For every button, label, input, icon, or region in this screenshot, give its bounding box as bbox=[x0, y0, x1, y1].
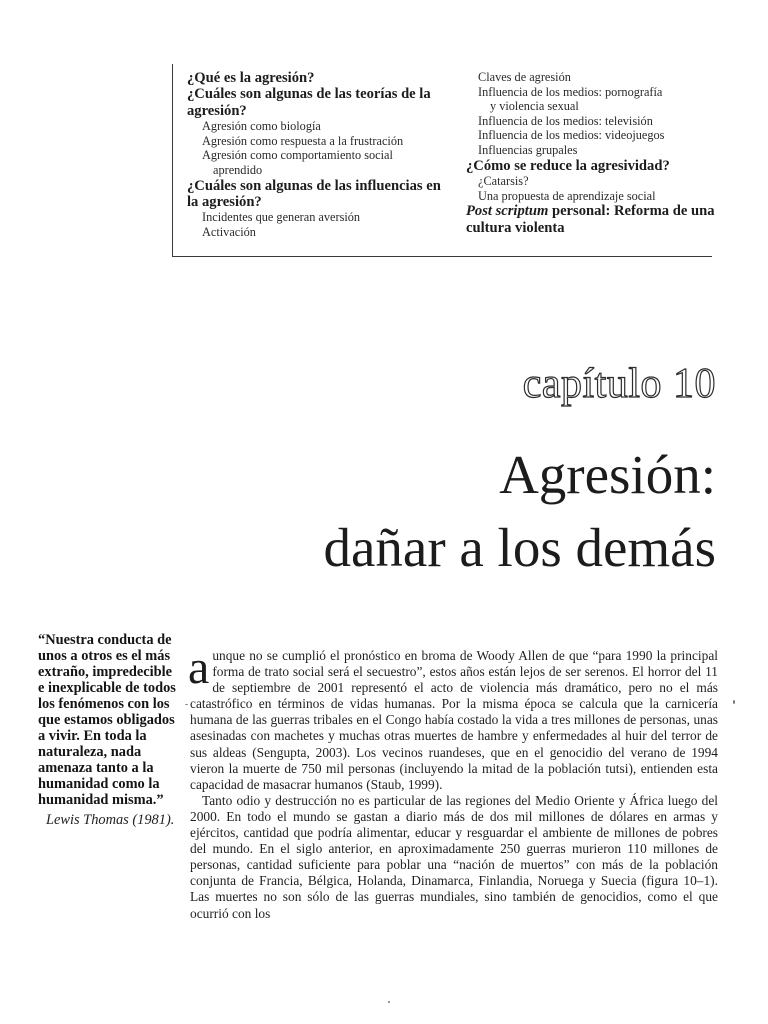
toc-question[interactable]: ¿Cómo se reduce la agresividad? bbox=[466, 157, 670, 174]
toc-right-column bbox=[466, 70, 716, 236]
toc-subtopic[interactable]: ¿Catarsis? bbox=[478, 173, 529, 188]
body-paragraph-2: Tanto odio y destrucción no es particular de las regiones del Medio Oriente y África luego del 2000. En todo el mundo se gastan a diario más de dos mil millones de dólares en armas y ejércitos, cantidad que podría alimentar, educar y resguardar el ambiente de millones de pobres del mundo. En el siglo anterior, en aproximadamente 250 guerras murieron 110 millones de personas, cantidad suficiente para poblar una “nación de muertos” con más de la población conjunta de Francia, Bélgica, Holanda, Dinamarca, Finlandia, Noruega y Suecia (figura 10–1). Las muertes no son sólo de las guerras mundiales, sino también de genocidios, como el que ocurrió con los bbox=[190, 792, 718, 921]
scan-speck bbox=[733, 700, 735, 704]
chapter-title-line-2: dañar a los demás bbox=[323, 517, 716, 578]
body-paragraph-1 bbox=[188, 641, 718, 793]
chapter-label: capítulo 10 bbox=[522, 361, 716, 407]
toc-subtopic[interactable]: Agresión como biología bbox=[202, 119, 321, 134]
toc-subtopic[interactable]: Influencia de los medios: televisión bbox=[478, 113, 653, 128]
toc-subtopic[interactable]: Agresión como respuesta a la frustración bbox=[202, 133, 404, 148]
toc-subtopic[interactable]: Una propuesta de aprendizaje social bbox=[478, 188, 656, 203]
toc-subtopic[interactable]: Influencia de los medios: pornografía bbox=[478, 84, 663, 99]
toc-subtopic-continuation[interactable]: aprendido bbox=[213, 163, 263, 177]
toc-question[interactable]: ¿Cuáles son algunas de las teorías de la agresión? bbox=[187, 86, 431, 119]
toc-subtopic[interactable]: Activación bbox=[202, 225, 256, 239]
epigraph bbox=[38, 632, 178, 829]
toc-left-column bbox=[187, 70, 452, 240]
toc-subtopic[interactable]: Incidentes que generan aversión bbox=[202, 210, 361, 225]
chapter-title-line-1: Agresión: bbox=[499, 444, 716, 505]
toc-right-items bbox=[466, 70, 716, 203]
toc-subtopic-continuation[interactable]: y violencia sexual bbox=[490, 99, 579, 114]
epigraph-quote: “Nuestra conducta de unos a otros es el más extraño, impredecible e inexplicable de todos los fenómenos con los que estamos obligados a vivir. En toda la naturaleza, nada amenaza tanto a la humanidad como la humanidad misma.” bbox=[38, 632, 176, 808]
toc-postscript[interactable] bbox=[466, 203, 716, 236]
toc-horizontal-rule bbox=[172, 256, 712, 257]
scan-speck bbox=[388, 1001, 390, 1003]
toc-subtopic[interactable]: Influencias grupales bbox=[478, 142, 578, 157]
scan-speck bbox=[185, 704, 188, 705]
drop-cap: a bbox=[188, 641, 210, 694]
toc-postscript-rest: personal: Reforma de una cultura violenta bbox=[466, 203, 715, 236]
toc-vertical-rule bbox=[172, 64, 173, 257]
toc-question[interactable]: ¿Qué es la agresión? bbox=[187, 70, 315, 86]
toc-subtopic[interactable]: Claves de agresión bbox=[478, 70, 571, 84]
body-text bbox=[188, 641, 718, 922]
toc-subtopic[interactable]: Agresión como comportamiento social bbox=[202, 148, 393, 163]
toc-postscript-em: Post scriptum bbox=[466, 203, 549, 220]
body-paragraph-1-text: unque no se cumplió el pronóstico en broma de Woody Allen de que “para 1990 la principal forma de trato social será el secuestro”, estos años están lejos de ser serenos. El horror del 11 de septiembre de 2001 representó el acto de violencia más dramático, pero no el más catastrófico en términos de vidas humanas. Por la misma época se calcula que la carnicería humana de las guerras tribales en el Congo había costado la vida a tres millones de personas, unas asesinadas con machetes y muchas otras muertes de hambre y enfermedades al huir del terror de sus aldeas (Sengupta, 2003). Los vecinos ruandeses, que en el genocidio del verano de 1994 vieron la muerte de 750 mil personas (incluyendo la mitad de la población tutsi), entienden esta capacidad de masacrar humanos (Staub, 1999). bbox=[190, 648, 718, 792]
toc-subtopic[interactable]: Influencia de los medios: videojuegos bbox=[478, 128, 665, 143]
toc-question[interactable]: ¿Cuáles son algunas de las influencias en la agresión? bbox=[187, 177, 441, 210]
epigraph-author: Lewis Thomas (1981). bbox=[46, 812, 175, 828]
